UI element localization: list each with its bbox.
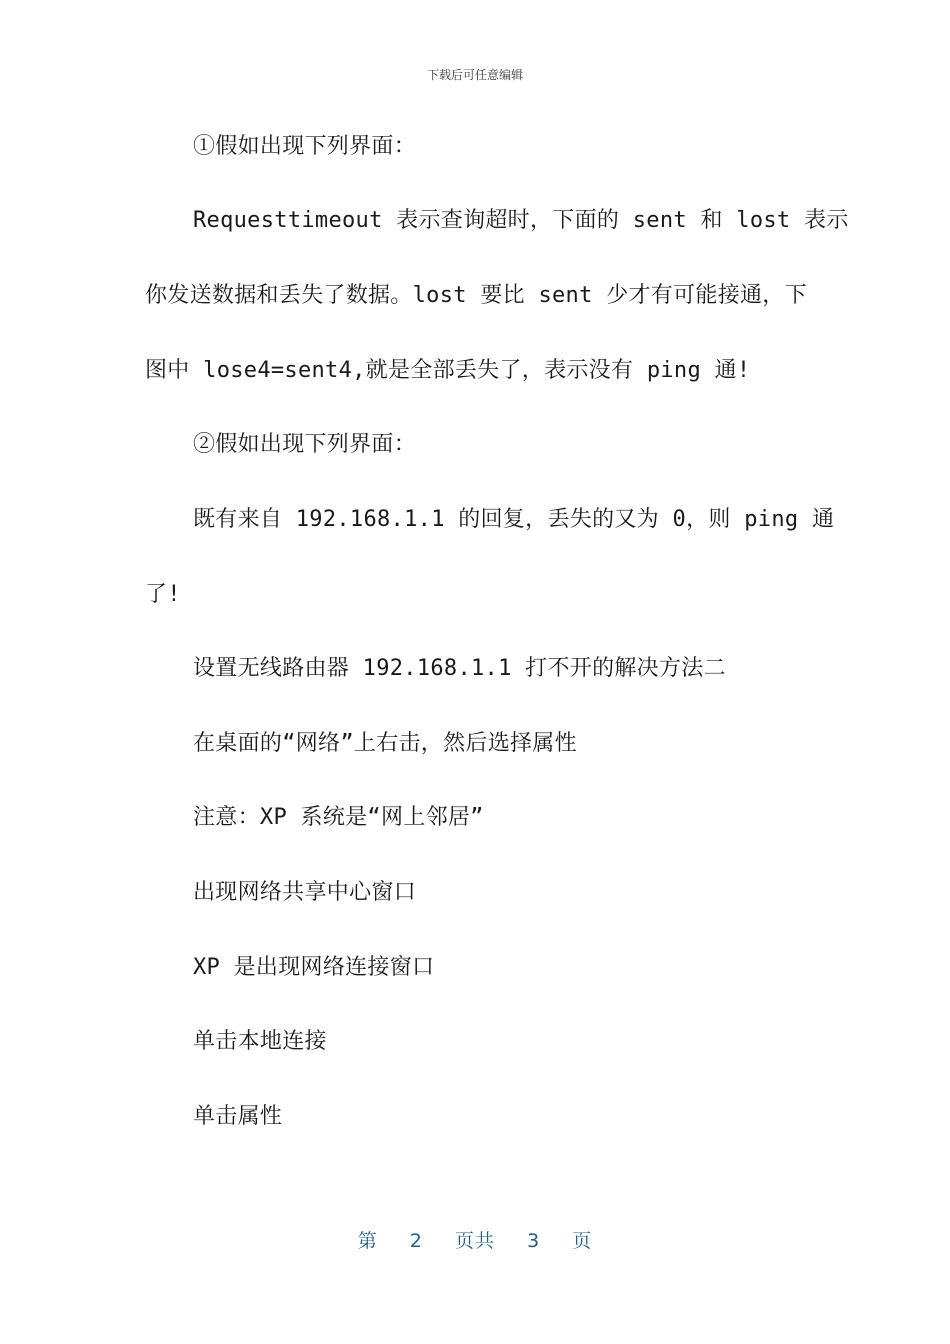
paragraph-line: 你发送数据和丢失了数据。lost 要比 sent 少才有可能接通，下 xyxy=(145,283,807,308)
paragraph-line: ②假如出现下列界面： xyxy=(193,432,417,457)
paragraph-line: 既有来自 192.168.1.1 的回复，丢失的又为 0，则 ping 通 xyxy=(193,507,835,532)
page-header: 下载后可任意编辑 xyxy=(426,68,523,82)
footer-middle: 页共 xyxy=(454,1230,495,1252)
paragraph-line: 出现网络共享中心窗口 xyxy=(193,880,417,905)
paragraph-line: 单击属性 xyxy=(193,1104,283,1129)
footer-suffix: 页 xyxy=(572,1230,593,1252)
paragraph-line: ①假如出现下列界面： xyxy=(193,134,417,159)
paragraph-line: Requesttimeout 表示查询超时，下面的 sent 和 lost 表示 xyxy=(193,208,849,233)
paragraph-line: 注意：XP 系统是“网上邻居” xyxy=(193,805,484,830)
paragraph-line: 了! xyxy=(145,582,181,607)
paragraph-line: 单击本地连接 xyxy=(193,1029,327,1054)
footer-prefix: 第 xyxy=(357,1230,378,1252)
paragraph-line: XP 是出现网络连接窗口 xyxy=(193,955,435,980)
footer-total-pages: 3 xyxy=(527,1230,541,1252)
paragraph-line: 在桌面的“网络”上右击，然后选择属性 xyxy=(193,731,577,756)
paragraph-line: 设置无线路由器 192.168.1.1 打不开的解决方法二 xyxy=(193,656,726,681)
footer-page-number: 2 xyxy=(409,1230,423,1252)
paragraph-line: 图中 lose4=sent4,就是全部丢失了，表示没有 ping 通! xyxy=(145,358,751,383)
page-footer xyxy=(0,1226,950,1253)
